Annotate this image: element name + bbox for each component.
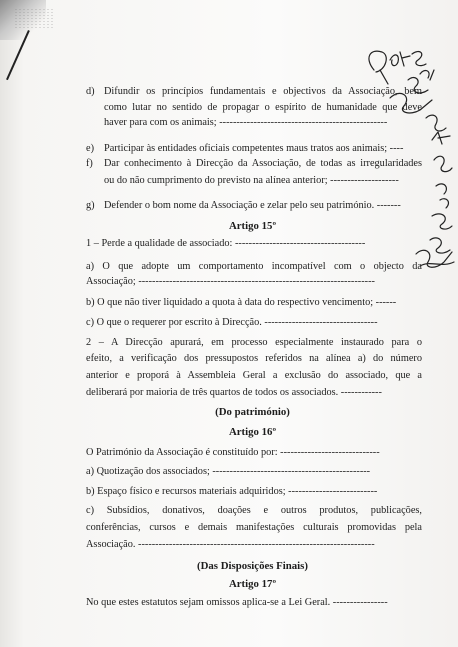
patrimonio-section-heading: (Do património) <box>215 406 290 418</box>
artigo-16-item-b: b) Espaço físico e recursos materiais adquiridos; -------------------------- <box>86 486 378 497</box>
artigo-15-item-a-line-1: a) O que adopte um comportamento incompatível com o objecto da <box>86 261 422 272</box>
artigo-17-title: Artigo 17º <box>228 578 277 590</box>
item-letter-g: g) <box>86 200 95 211</box>
item-d-line-3: haver para com os animais; ------------------------------------------------- <box>104 117 388 128</box>
item-letter-d: d) <box>86 86 95 97</box>
item-letter-f: f) <box>86 158 93 169</box>
artigo-15-paragraph-2-line-2: efeito, a verificação dos pressupostos referidos na alínea a) do número <box>86 353 422 364</box>
artigo-15-paragraph-1: 1 – Perde a qualidade de associado: -------------------------------------- <box>86 238 366 249</box>
artigo-15-paragraph-2-line-3: anterior e proporá à Assembleia Geral a exclusão do associado, que a <box>86 370 422 381</box>
item-d-line-1: Difundir os princípios fundamentais e objectivos da Associação, bem <box>104 86 422 97</box>
artigo-15-item-b: b) O que não tiver liquidado a quota à data do respectivo vencimento; ------ <box>86 297 397 308</box>
artigo-15-item-a-line-2: Associação; --------------------------------------------------------------------- <box>86 276 375 287</box>
artigo-16-item-c-line-3: Associação. --------------------------------------------------------------------- <box>86 539 375 550</box>
item-f-line-2: ou do não cumprimento do previsto na alínea anterior; -------------------- <box>104 175 399 186</box>
artigo-15-paragraph-2-line-4: deliberará por maioria de três quartos de todos os associados. ------------ <box>86 387 382 398</box>
item-g-line-1: Defender o bom nome da Associação e zelar pelo seu património. ------- <box>104 200 401 211</box>
artigo-16-item-c-line-2: conferências, cursos e demais manifestações culturais promovidas pela <box>86 522 422 533</box>
artigo-16-item-a: a) Quotização dos associados; ---------------------------------------------- <box>86 466 371 477</box>
item-f-line-1: Dar conhecimento à Direcção da Associação, de todas as irregularidades <box>104 158 422 169</box>
artigo-16-intro: O Património da Associação é constituído por: ----------------------------- <box>86 447 380 458</box>
artigo-15-paragraph-2-line-1: 2 – A Direcção apurará, em processo especialmente instaurado para o <box>86 337 422 348</box>
artigo-15-item-c: c) O que o requerer por escrito à Direcção. --------------------------------- <box>86 317 378 328</box>
handwritten-signatures-icon <box>360 40 458 280</box>
disposicoes-finais-heading: (Das Disposições Finais) <box>197 560 308 572</box>
artigo-17-text: No que estes estatutos sejam omissos aplica-se a Lei Geral. ---------------- <box>86 597 388 608</box>
item-e-line-1: Participar às entidades oficiais competentes maus tratos aos animais; ---- <box>104 143 404 154</box>
item-d-line-2: como lutar no sentido de propagar o espírito de humanidade que deve <box>104 102 422 113</box>
artigo-15-title: Artigo 15º <box>228 220 277 232</box>
item-letter-e: e) <box>86 143 94 154</box>
artigo-16-title: Artigo 16º <box>228 426 277 438</box>
artigo-16-item-c-line-1: c) Subsídios, donativos, doações e outros produtos, publicações, <box>86 505 422 516</box>
